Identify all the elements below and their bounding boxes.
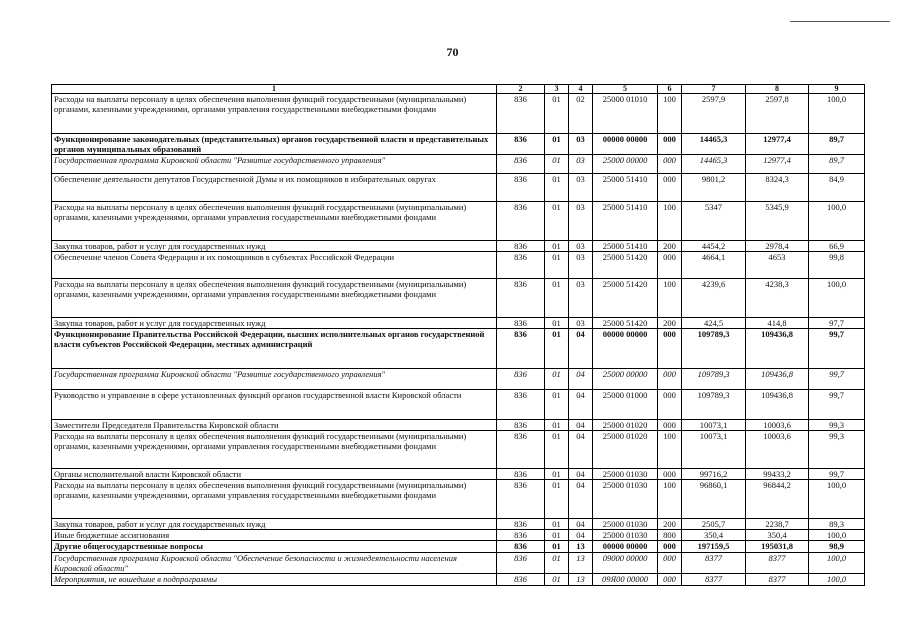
table-row [52,390,865,420]
row-percent: 99,7 [809,329,865,369]
table-row [52,155,865,174]
row-actual-value: 12977,4 [746,155,809,174]
row-name: Государственная программа Кировской области "Развитие государственного управления" [52,155,497,174]
table-row [52,420,865,431]
row-expense-type: 200 [658,318,682,329]
row-subsection: 04 [569,390,593,420]
row-code: 836 [497,329,545,369]
row-percent: 84,9 [809,174,865,202]
row-target-article: 25000 01010 [593,94,658,134]
row-code: 836 [497,480,545,519]
row-percent: 99,7 [809,390,865,420]
row-section: 01 [545,318,569,329]
row-plan-value: 96860,1 [682,480,746,519]
row-name: Расходы на выплаты персоналу в целях обеспечения выполнения функций государственными (муниципальными) органами, казенными учреждениями, органами управления государственными внебюджетными фондами [52,431,497,469]
table-row [52,530,865,541]
row-target-article: 00000 00000 [593,541,658,553]
row-target-article: 25000 00000 [593,155,658,174]
row-expense-type: 000 [658,553,682,574]
row-expense-type: 100 [658,94,682,134]
row-subsection: 13 [569,553,593,574]
row-actual-value: 2238,7 [746,519,809,530]
header-cell: 2 [497,85,545,94]
row-target-article: 25000 01030 [593,530,658,541]
row-expense-type: 100 [658,480,682,519]
row-target-article: 25000 51410 [593,241,658,252]
row-percent: 100,0 [809,202,865,241]
row-percent: 100,0 [809,480,865,519]
row-expense-type: 000 [658,329,682,369]
row-expense-type: 000 [658,369,682,390]
row-target-article: 25000 01020 [593,420,658,431]
row-expense-type: 000 [658,134,682,155]
row-expense-type: 800 [658,530,682,541]
row-percent: 100,0 [809,553,865,574]
row-section: 01 [545,420,569,431]
row-actual-value: 109436,8 [746,329,809,369]
budget-table [51,84,865,586]
row-percent: 100,0 [809,279,865,318]
row-plan-value: 10073,1 [682,420,746,431]
header-cell: 4 [569,85,593,94]
row-code: 836 [497,574,545,586]
row-plan-value: 5347 [682,202,746,241]
row-section: 01 [545,94,569,134]
row-subsection: 04 [569,369,593,390]
table-row [52,174,865,202]
row-section: 01 [545,369,569,390]
row-actual-value: 10003,6 [746,420,809,431]
row-name: Иные бюджетные ассигнования [52,530,497,541]
table-row [52,541,865,553]
table-row [52,480,865,519]
table-row [52,431,865,469]
row-expense-type: 000 [658,469,682,480]
row-expense-type: 000 [658,541,682,553]
table-row [52,553,865,574]
row-expense-type: 000 [658,390,682,420]
row-actual-value: 4653 [746,252,809,279]
row-percent: 99,7 [809,469,865,480]
row-percent: 100,0 [809,574,865,586]
top-rule [790,21,890,22]
row-code: 836 [497,553,545,574]
row-section: 01 [545,134,569,155]
row-section: 01 [545,329,569,369]
row-name: Расходы на выплаты персоналу в целях обеспечения выполнения функций государственными (муниципальными) органами, казенными учреждениями, органами управления государственными внебюджетными фондами [52,94,497,134]
row-section: 01 [545,252,569,279]
row-plan-value: 350,4 [682,530,746,541]
row-section: 01 [545,279,569,318]
row-section: 01 [545,431,569,469]
row-actual-value: 8377 [746,553,809,574]
row-name: Закупка товаров, работ и услуг для государственных нужд [52,241,497,252]
row-name: Закупка товаров, работ и услуг для государственных нужд [52,519,497,530]
row-actual-value: 8324,3 [746,174,809,202]
row-actual-value: 414,8 [746,318,809,329]
row-target-article: 25000 01020 [593,431,658,469]
row-code: 836 [497,174,545,202]
row-plan-value: 2505,7 [682,519,746,530]
row-name: Органы исполнительной власти Кировской области [52,469,497,480]
row-code: 836 [497,318,545,329]
row-percent: 89,3 [809,519,865,530]
header-cell: 7 [682,85,746,94]
row-expense-type: 100 [658,431,682,469]
table-row [52,369,865,390]
row-target-article: 25000 01000 [593,390,658,420]
row-plan-value: 109789,3 [682,329,746,369]
row-target-article: 25000 01030 [593,519,658,530]
row-code: 836 [497,431,545,469]
row-percent: 99,7 [809,369,865,390]
row-code: 836 [497,202,545,241]
table-row [52,279,865,318]
table-row [52,202,865,241]
row-code: 836 [497,541,545,553]
table-row [52,252,865,279]
row-code: 836 [497,252,545,279]
row-section: 01 [545,553,569,574]
row-section: 01 [545,519,569,530]
table-row [52,318,865,329]
page-number: 70 [446,45,459,59]
row-plan-value: 9801,2 [682,174,746,202]
row-code: 836 [497,241,545,252]
row-actual-value: 350,4 [746,530,809,541]
table-row [52,574,865,586]
row-target-article: 25000 01030 [593,469,658,480]
row-section: 01 [545,574,569,586]
table-row [52,469,865,480]
row-code: 836 [497,519,545,530]
table-row [52,241,865,252]
row-percent: 89,7 [809,155,865,174]
row-subsection: 03 [569,279,593,318]
row-name: Закупка товаров, работ и услуг для государственных нужд [52,318,497,329]
row-actual-value: 12977,4 [746,134,809,155]
table-body [52,94,865,586]
row-name: Мероприятия, не вошедшие в подпрограммы [52,574,497,586]
header-cell: 3 [545,85,569,94]
row-name: Расходы на выплаты персоналу в целях обеспечения выполнения функций государственными (муниципальными) органами, казенными учреждениями, органами управления государственными внебюджетными фондами [52,202,497,241]
row-subsection: 13 [569,541,593,553]
row-code: 836 [497,420,545,431]
row-plan-value: 197159,5 [682,541,746,553]
row-name: Другие общегосударственные вопросы [52,541,497,553]
row-section: 01 [545,530,569,541]
header-cell: 6 [658,85,682,94]
row-target-article: 25000 01030 [593,480,658,519]
row-subsection: 03 [569,155,593,174]
row-section: 01 [545,202,569,241]
row-percent: 89,7 [809,134,865,155]
row-expense-type: 200 [658,241,682,252]
row-plan-value: 10073,1 [682,431,746,469]
row-plan-value: 4239,6 [682,279,746,318]
row-target-article: 25000 51410 [593,174,658,202]
row-subsection: 04 [569,420,593,431]
row-percent: 99,3 [809,431,865,469]
row-target-article: 09000 00000 [593,553,658,574]
row-expense-type: 100 [658,279,682,318]
row-actual-value: 5345,9 [746,202,809,241]
row-plan-value: 4454,2 [682,241,746,252]
row-section: 01 [545,469,569,480]
row-code: 836 [497,390,545,420]
row-name: Функционирование Правительства Российской Федерации, высших исполнительных органов государственной власти субъектов Российской Федерации, местных администраций [52,329,497,369]
table-row [52,519,865,530]
row-percent: 66,9 [809,241,865,252]
header-row [52,85,865,94]
row-target-article: 00000 00000 [593,134,658,155]
row-subsection: 04 [569,431,593,469]
row-subsection: 03 [569,241,593,252]
row-target-article: 25000 51420 [593,279,658,318]
row-plan-value: 109789,3 [682,390,746,420]
row-subsection: 02 [569,94,593,134]
header-cell: 9 [809,85,865,94]
header-cell: 1 [52,85,497,94]
row-code: 836 [497,469,545,480]
table-row [52,94,865,134]
row-section: 01 [545,541,569,553]
row-section: 01 [545,155,569,174]
row-name: Государственная программа Кировской области "Обеспечение безопасности и жизнедеятельности населения Кировской области" [52,553,497,574]
row-code: 836 [497,94,545,134]
row-subsection: 03 [569,318,593,329]
row-plan-value: 99716,2 [682,469,746,480]
row-subsection: 03 [569,174,593,202]
table-row [52,134,865,155]
row-actual-value: 2597,8 [746,94,809,134]
row-section: 01 [545,480,569,519]
row-actual-value: 96844,2 [746,480,809,519]
row-code: 836 [497,134,545,155]
row-name: Руководство и управление в сфере установленных функций органов государственной власти Кировской области [52,390,497,420]
row-actual-value: 109436,8 [746,390,809,420]
row-actual-value: 8377 [746,574,809,586]
row-subsection: 04 [569,329,593,369]
row-subsection: 04 [569,519,593,530]
row-percent: 99,3 [809,420,865,431]
row-expense-type: 000 [658,420,682,431]
row-name: Расходы на выплаты персоналу в целях обеспечения выполнения функций государственными (муниципальными) органами, казенными учреждениями, органами управления государственными внебюджетными фондами [52,279,497,318]
row-code: 836 [497,155,545,174]
row-name: Функционирование законодательных (представительных) органов государственной власти и представительных органов муниципальных образований [52,134,497,155]
row-percent: 100,0 [809,530,865,541]
row-actual-value: 4238,3 [746,279,809,318]
row-name: Обеспечение деятельности депутатов Государственной Думы и их помощников в избирательных округах [52,174,497,202]
row-target-article: 25000 51420 [593,318,658,329]
row-target-article: 25000 00000 [593,369,658,390]
table-row [52,329,865,369]
row-subsection: 13 [569,574,593,586]
row-plan-value: 8377 [682,574,746,586]
row-plan-value: 424,5 [682,318,746,329]
row-percent: 97,7 [809,318,865,329]
row-percent: 98,9 [809,541,865,553]
row-percent: 100,0 [809,94,865,134]
row-plan-value: 2597,9 [682,94,746,134]
row-code: 836 [497,530,545,541]
row-expense-type: 000 [658,252,682,279]
row-name: Государственная программа Кировской области "Развитие государственного управления" [52,369,497,390]
row-section: 01 [545,174,569,202]
row-name: Расходы на выплаты персоналу в целях обеспечения выполнения функций государственными (муниципальными) органами, казенными учреждениями, органами управления государственными внебюджетными фондами [52,480,497,519]
header-cell: 8 [746,85,809,94]
row-target-article: 25000 51420 [593,252,658,279]
row-expense-type: 200 [658,519,682,530]
row-code: 836 [497,279,545,318]
row-subsection: 04 [569,530,593,541]
row-actual-value: 99433,2 [746,469,809,480]
row-expense-type: 000 [658,574,682,586]
row-target-article: 00000 00000 [593,329,658,369]
row-expense-type: 000 [658,155,682,174]
row-subsection: 03 [569,134,593,155]
row-name: Обеспечение членов Совета Федерации и их помощников в субъектах Российской Федерации [52,252,497,279]
row-plan-value: 14465,3 [682,155,746,174]
row-plan-value: 4664,1 [682,252,746,279]
row-plan-value: 14465,3 [682,134,746,155]
row-expense-type: 000 [658,174,682,202]
row-section: 01 [545,241,569,252]
row-expense-type: 100 [658,202,682,241]
row-subsection: 03 [569,252,593,279]
row-target-article: 09Я00 00000 [593,574,658,586]
row-subsection: 04 [569,469,593,480]
row-name: Заместители Председателя Правительства Кировской области [52,420,497,431]
row-percent: 99,8 [809,252,865,279]
header-cell: 5 [593,85,658,94]
row-plan-value: 109789,3 [682,369,746,390]
row-actual-value: 2978,4 [746,241,809,252]
row-code: 836 [497,369,545,390]
row-actual-value: 10003,6 [746,431,809,469]
row-plan-value: 8377 [682,553,746,574]
row-target-article: 25000 51410 [593,202,658,241]
row-actual-value: 195031,8 [746,541,809,553]
row-subsection: 03 [569,202,593,241]
row-section: 01 [545,390,569,420]
row-subsection: 04 [569,480,593,519]
row-actual-value: 109436,8 [746,369,809,390]
